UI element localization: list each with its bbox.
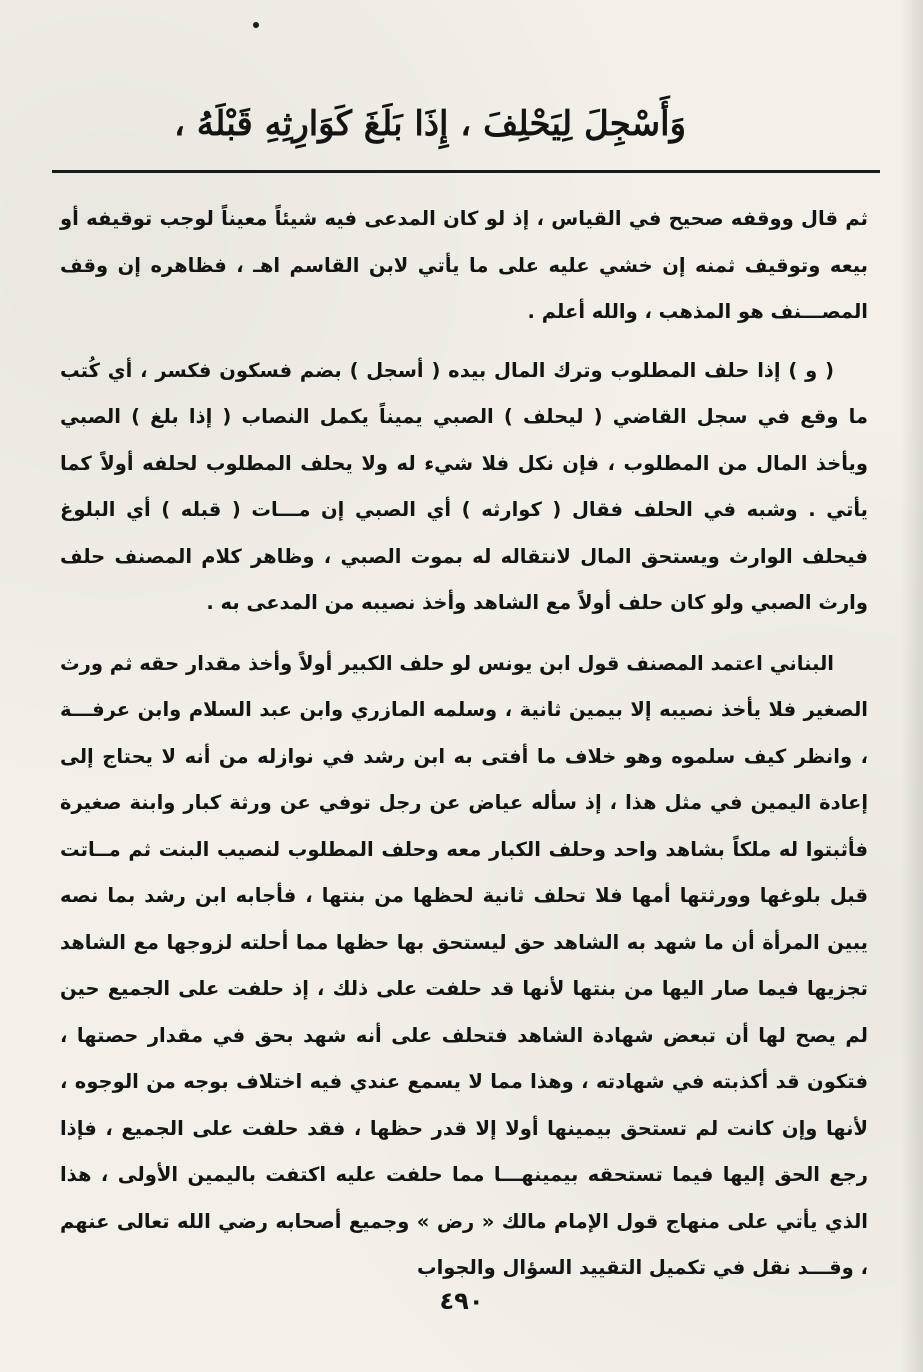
page-number: ٤٩٠: [439, 1287, 484, 1315]
paragraph-spacer: [60, 336, 868, 348]
paragraph-spacer: [60, 627, 868, 641]
paragraph-1: ثم قال ووقفه صحيح في القياس ، إذ لو كان المدعى فيه شيئاً معيناً لوجب توقيفه أو بيعه وتوقيف ثمنه إن خشي عليه على ما يأتي لابن القاسم اهـ ، فظاهره إن وقف المصـــنف هو المذهب ، والله أعلم .: [60, 207, 868, 323]
running-header: وَأَسْجِلَ لِيَحْلِفَ ، إِذَا بَلَغَ كَوَارِثِهِ قَبْلَهُ ،: [173, 104, 687, 144]
page-edge-shadow: [901, 0, 923, 1372]
paragraph-2: ( و ) إذا حلف المطلوب وترك المال بيده ( أسجل ) بضم فسكون فكسر ، أي كُتب ما وقع في سجل القاضي ( ليحلف ) الصبي يميناً يكمل النصاب ( إذا بلغ ) الصبي ويأخذ المال من المطلوب ، فإن نكل فلا شيء له ولا يحلف المطلوب لحلفه أولاً كما يأتي . وشبه في الحلف فقال ( كوارثه ) أي الصبي إن مـــات ( قبله ) أي البلوغ فيحلف الوارث ويستحق المال لانتقاله له بموت الصبي ، وظاهر كلام المصنف حلف وارث الصبي ولو كان حلف أولاً مع الشاهد وأخذ نصيبه من المدعى به .: [60, 358, 868, 614]
main-text: [60, 196, 868, 1292]
ink-dot: [253, 22, 259, 28]
header-rule: [52, 170, 880, 173]
paragraph-3: البناني اعتمد المصنف قول ابن يونس لو حلف الكبير أولاً وأخذ مقدار حقه ثم ورث الصغير فلا يأخذ نصيبه إلا بيمين ثانية ، وسلمه المازري وابن عبد السلام وابن عرفـــة ، وانظر كيف سلموه وهو خلاف ما أفتى به ابن رشد في نوازله من أنه لا يحتاج إلى إعادة اليمين في مثل هذا ، إذ سأله عياض عن رجل توفي عن ورثة كبار وابنة صغيرة فأثبتوا له ملكاً بشاهد واحد وحلف الكبار معه وحلف المطلوب لنصيب البنت ثم مــاتت قبل بلوغها وورثتها أمها فلا تحلف ثانية لحظها من بنتها ، فأجابه ابن رشد بما نصه يبين المرأة أن ما شهد به الشاهد حق ليستحق بها حظها مما أحلته لزوجها مع الشاهد تجزيها فيما صار اليها من بنتها لأنها قد حلفت على ذلك ، إذ حلفت على الجميع حين لم يصح لها أن تبعض شهادة الشاهد فتحلف على أنه شهد بحق في مقدار حصتها ، فتكون قد أكذبته في شهادته ، وهذا مما لا يسمع عندي فيه اختلاف بوجه من الوجوه ، لأنها وإن كانت لم تستحق بيمينها أولا إلا قدر حظها ، فقد حلفت على الجميع ، فإذا رجع الحق إليها فيما تستحقه بيمينهـــا مما حلفت عليه اكتفت باليمين الأولى ، هذا الذي يأتي على منهاج قول الإمام مالك « رض » وجميع أصحابه رضي الله تعالى عنهم ، وقـــد نقل في تكميل التقييد السؤال والجواب: [60, 651, 868, 1279]
